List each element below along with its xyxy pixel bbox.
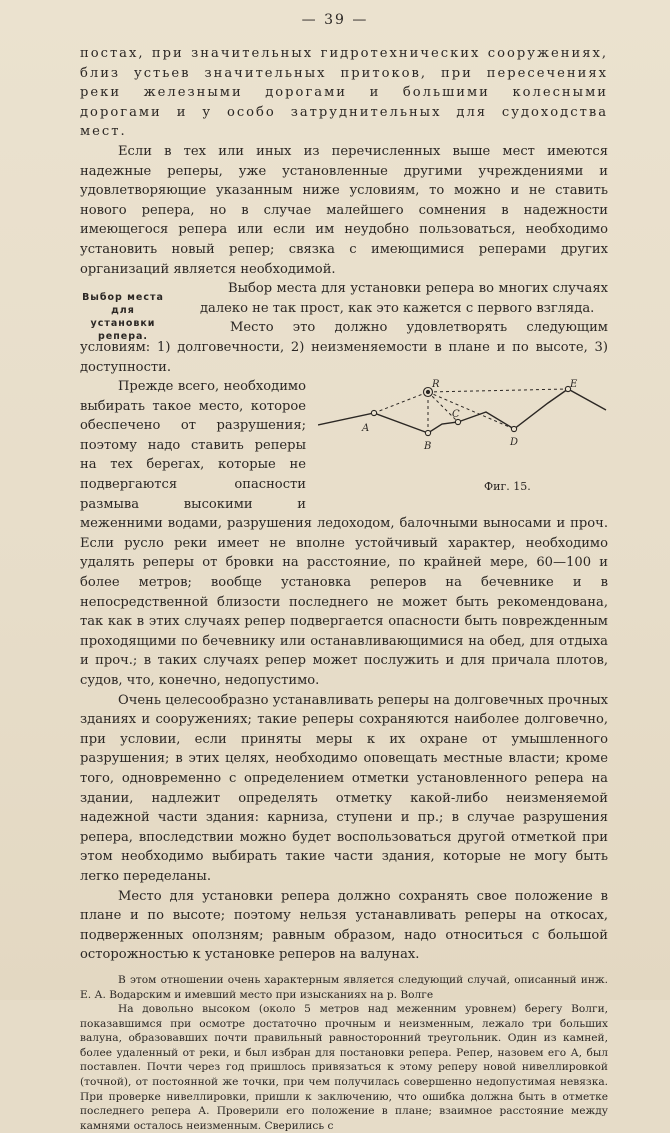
paragraph-1: постах, при значительных гидротехнических сооружениях, близ устьев значительных притоков, при пересечениях реки железными дорогами и большими колесными дорогами и у особо затруднительных для судоходства мест. <box>80 46 608 140</box>
paragraph-5 <box>80 377 608 691</box>
margin-note: Выбор места для установки репера. <box>82 292 164 343</box>
section-site-selection <box>82 279 608 343</box>
sight-line-1 <box>374 392 428 433</box>
figure-15 <box>318 377 608 495</box>
label-c: C <box>452 409 460 421</box>
footnote-body: На довольно высоком (около 5 метров над меженним уровнем) берегу Волги, показавшимся при осмотре достаточно прочным и неизменным, лежало три больших валуна, образовавших почти правильный равносторонний треугольник. Один из камней, более удаленный от реки, и был избран для постановки репера. Репер, назовем его А, был поставлен. Почти через год пришлось привязаться к этому реперу новой нивеллировкой (точной), от постоянной же точки, при чем получилась совершенно недопустимая невязка. При проверке нивеллировки, пришли к заключению, что ошибка должна быть в отметке последнего репера А. Проверили его положение в плане; взаимное расстояние между камнями осталось неизменным. Сверились с <box>80 1003 608 1132</box>
paragraph-7: Место для установки репера должно сохранять свое положение в плане и по высоте; поэтому нельзя устанавливать реперы на откосах, подверженных оползням; равным образом, надо относиться с большой осторожностью к установке реперов на валунах. <box>80 888 608 963</box>
sight-line-2 <box>428 389 568 392</box>
label-d: D <box>510 437 519 449</box>
figure-caption: Фиг. 15. <box>484 480 531 494</box>
paragraph-5-text: Прежде всего, необходимо выбирать такое место, которое обеспечено от разрушения; поэтому надо ставить реперы на тех берегах, которые не подвергаются опасности размыва высокими и меженними водами, разрушения ледоходом, балочными выносами и проч. Если русло реки имеет не вполне устойчивый характер, необходимо удалять реперы от бровки на расстояние, по крайней мере, 60—100 и более метров; вообще установка реперов на бечевнике и в непосредственной близости последнего не может быть рекомендована, так как в этих случаях репер подвергается опасности быть поврежденным проходящими по бечевнику или останавливающимися на обед, для отдыха и проч.; в таких случаях репер может послужить и для причала плотов, судов, что, конечно, недопустимо. <box>80 379 608 688</box>
paragraph-3: Выбор места для установки репера во многих случаях далеко не так прост, как это кажется с первого взгляда. <box>200 281 608 316</box>
label-a: A <box>362 423 370 435</box>
label-e: E <box>570 379 578 391</box>
page-number: — 39 — <box>301 12 369 28</box>
label-b: B <box>424 441 432 453</box>
paragraph-4: Место это должно удовлетворять следующим условиям: 1) долговечности, 2) неизменяемости в плане и по высоте, 3) доступности. <box>80 320 608 375</box>
point-d <box>511 426 516 431</box>
point-b <box>425 430 430 435</box>
point-a <box>371 410 376 415</box>
sight-line-4 <box>428 392 514 429</box>
paragraph-6: Очень целесообразно устанавливать реперы на долговечных прочных зданиях и сооружениях; такие реперы сохраняются наиболее долговечно, при условии, если приняты меры к их охране от умышленного разрушения; в этих целях, необходимо оповещать местные власти; кроме того, одновременно с определением отметки установленного репера на здании, надлежит определять отметку какой-либо неизменяемой надежной части здания: карниза, ступени и пр.; в случае разрушения репера, впоследствии можно будет воспользоваться другой отметкой при этом необходимо выбирать такие части здания, которые не могу быть легко переделаны. <box>80 692 608 884</box>
footnote-intro: В этом отношении очень характерным является следующий случай, описанный инж. Е. А. Водарским и имевший место при изысканиях на р. Волге <box>80 973 608 1001</box>
footnote <box>80 973 608 1133</box>
label-r: R <box>432 379 440 391</box>
paragraph-2: Если в тех или иных из перечисленных выше мест имеются надежные реперы, уже установленные другими учреждениями и удовлетворяющие указанным ниже условиям, то можно и не ставить нового репера, но в случае малейшего сомнения в надежности имеющегося репера или если им неудобно пользоваться, необходимо установить новый репер; связка с имеющимися реперами других организаций является необходимой. <box>80 143 608 277</box>
point-c <box>455 419 460 424</box>
page-body <box>80 44 608 1133</box>
